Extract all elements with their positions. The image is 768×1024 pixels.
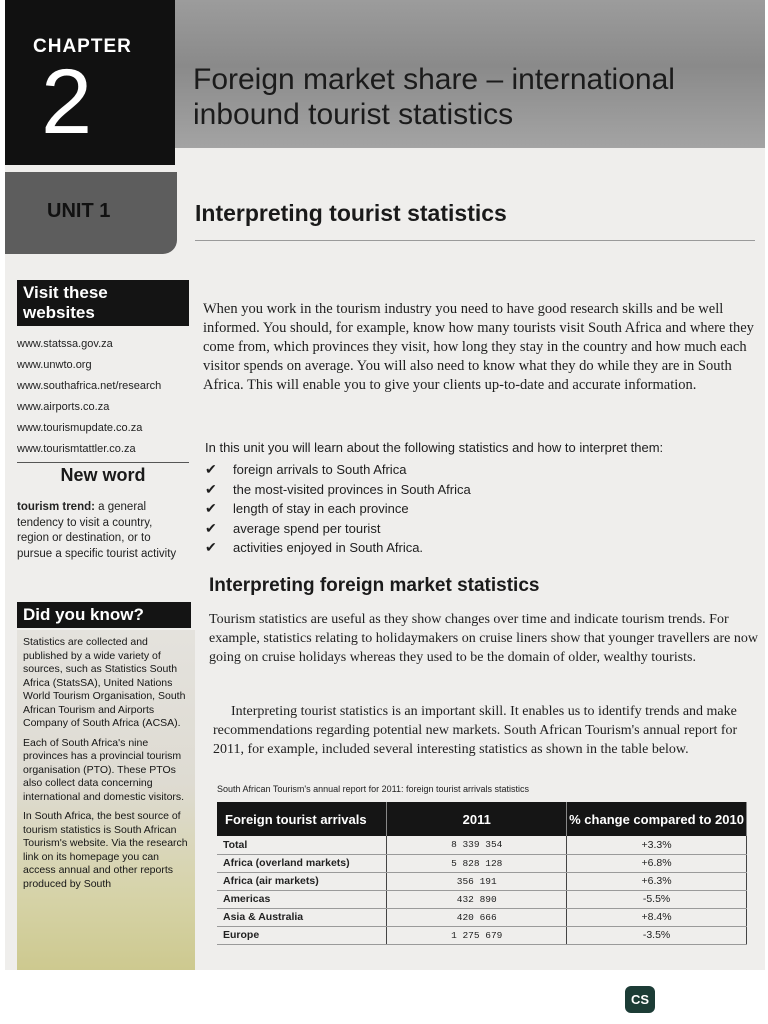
column-header: 2011 (387, 802, 567, 836)
arrivals-value: 420 666 (387, 908, 567, 926)
row-label: Asia & Australia (217, 908, 387, 926)
learn-list (205, 460, 471, 558)
did-you-know-item: Statistics are collected and published by a wide variety of sources, such as Statistics South Africa (StatsSA), United Nations World Tourism Organisation, South African Tourism and Airports Company of South Africa (ACSA). (23, 636, 186, 729)
check-icon: ✔ (205, 500, 217, 516)
list-item-text: average spend per tourist (233, 520, 381, 536)
learn-lead: In this unit you will learn about the following statistics and how to interpret them: (205, 440, 664, 455)
change-value: +3.3% (567, 836, 747, 854)
sidebar (17, 280, 189, 460)
check-icon: ✔ (205, 539, 217, 555)
chapter-badge (5, 0, 175, 165)
change-value: -5.5% (567, 890, 747, 908)
list-item (205, 519, 471, 539)
list-item (205, 538, 471, 558)
row-label: Americas (217, 890, 387, 908)
new-word-text: a general tendency to visit a country, region or destination, or to pursue a specific tourist activity (17, 501, 177, 560)
arrivals-value: 432 890 (387, 890, 567, 908)
section-subheading: Interpreting foreign market statistics (209, 575, 540, 596)
list-item (205, 460, 471, 480)
row-label: Africa (overland markets) (217, 854, 387, 872)
table-row (217, 908, 747, 926)
row-label: Africa (air markets) (217, 872, 387, 890)
website-link[interactable]: www.tourismupdate.co.za (17, 422, 143, 434)
change-value: +8.4% (567, 908, 747, 926)
list-item-text: length of stay in each province (233, 501, 409, 516)
did-you-know-item: In South Africa, the best source of tourism statistics is South African Tourism's website. Via the research link on its homepage you can access annual and other reports produced by South (23, 810, 188, 890)
column-header: Foreign tourist arrivals (217, 802, 387, 836)
did-you-know-box (17, 630, 195, 970)
arrivals-value: 1 275 679 (387, 926, 567, 944)
body-paragraph: Tourism statistics are useful as they show changes over time and indicate tourism trends. For example, statistics relating to holidaymakers on cruise liners show that younger travellers are now going on cruise holidays whereas they used to be the domain of older, wealthy tourists. (209, 612, 758, 665)
chapter-title: Foreign market share – international inbound tourist statistics (193, 63, 675, 131)
change-value: -3.5% (567, 926, 747, 944)
table-row (217, 854, 747, 872)
website-link[interactable]: www.statssa.gov.za (17, 338, 113, 350)
website-link[interactable]: www.tourismtattler.co.za (17, 443, 136, 455)
new-word-definition (17, 500, 187, 562)
book-page (5, 0, 765, 970)
websites-heading: Visit these websites (17, 280, 189, 326)
check-icon: ✔ (205, 480, 217, 497)
list-item (205, 499, 471, 519)
unit-tab (5, 172, 177, 254)
table-row (217, 890, 747, 908)
new-word-heading: New word (17, 462, 189, 486)
list-item-text: activities enjoyed in South Africa. (233, 540, 424, 555)
unit-label: UNIT 1 (47, 200, 111, 222)
table-row (217, 926, 747, 944)
chapter-word: CHAPTER (33, 36, 132, 57)
intro-paragraph: When you work in the tourism industry you need to have good research skills and be well informed. You should, for example, know how many tourists visit South Africa and where they come from, which provinces they visit, how long they stay in the country and how much each visitor spends on average. You will also need to know what they do while they are in South Africa. This will enable you to give your clients up-to-date and accurate information. (203, 301, 754, 393)
chapter-number: 2 (41, 51, 93, 153)
header-divider (170, 148, 765, 168)
change-value: +6.8% (567, 854, 747, 872)
arrivals-value: 356 191 (387, 872, 567, 890)
title-divider (195, 240, 755, 241)
website-link[interactable]: www.unwto.org (17, 359, 92, 371)
table-row (217, 872, 747, 890)
column-header: % change compared to 2010 (567, 802, 747, 836)
body-paragraph: Interpreting tourist statistics is an important skill. It enables us to identify trends and make recommendations regarding potential new markets. South African Tourism's annual report for 2011, for example, included several interesting statistics as shown in the table below. (213, 704, 738, 757)
list-item-text: the most-visited provinces in South Africa (233, 481, 471, 497)
check-icon: ✔ (205, 519, 217, 536)
website-link[interactable]: www.airports.co.za (17, 401, 110, 413)
row-label: Europe (217, 926, 387, 944)
list-item-text: foreign arrivals to South Africa (233, 462, 407, 477)
did-you-know-heading: Did you know? (17, 602, 191, 628)
table-header-row (217, 802, 747, 836)
check-icon: ✔ (205, 461, 217, 477)
list-item (205, 480, 471, 500)
arrivals-value: 8 339 354 (387, 836, 567, 854)
website-link[interactable]: www.southafrica.net/research (17, 380, 162, 392)
new-word-term: tourism trend: (17, 501, 95, 513)
change-value: +6.3% (567, 872, 747, 890)
unit-title: Interpreting tourist statistics (195, 200, 507, 226)
arrivals-value: 5 828 128 (387, 854, 567, 872)
row-label: Total (217, 836, 387, 854)
arrivals-table (217, 802, 747, 945)
table-row (217, 836, 747, 854)
did-you-know-item: Each of South Africa's nine provinces has a provincial tourism organisation (PTO). These PTOs also collect data concerning international and domestic visitors. (23, 736, 185, 803)
table-caption: South African Tourism's annual report for 2011: foreign tourist arrivals statistics (217, 784, 530, 794)
websites-list (17, 334, 189, 460)
scanner-app-logo: CS (625, 986, 655, 1013)
